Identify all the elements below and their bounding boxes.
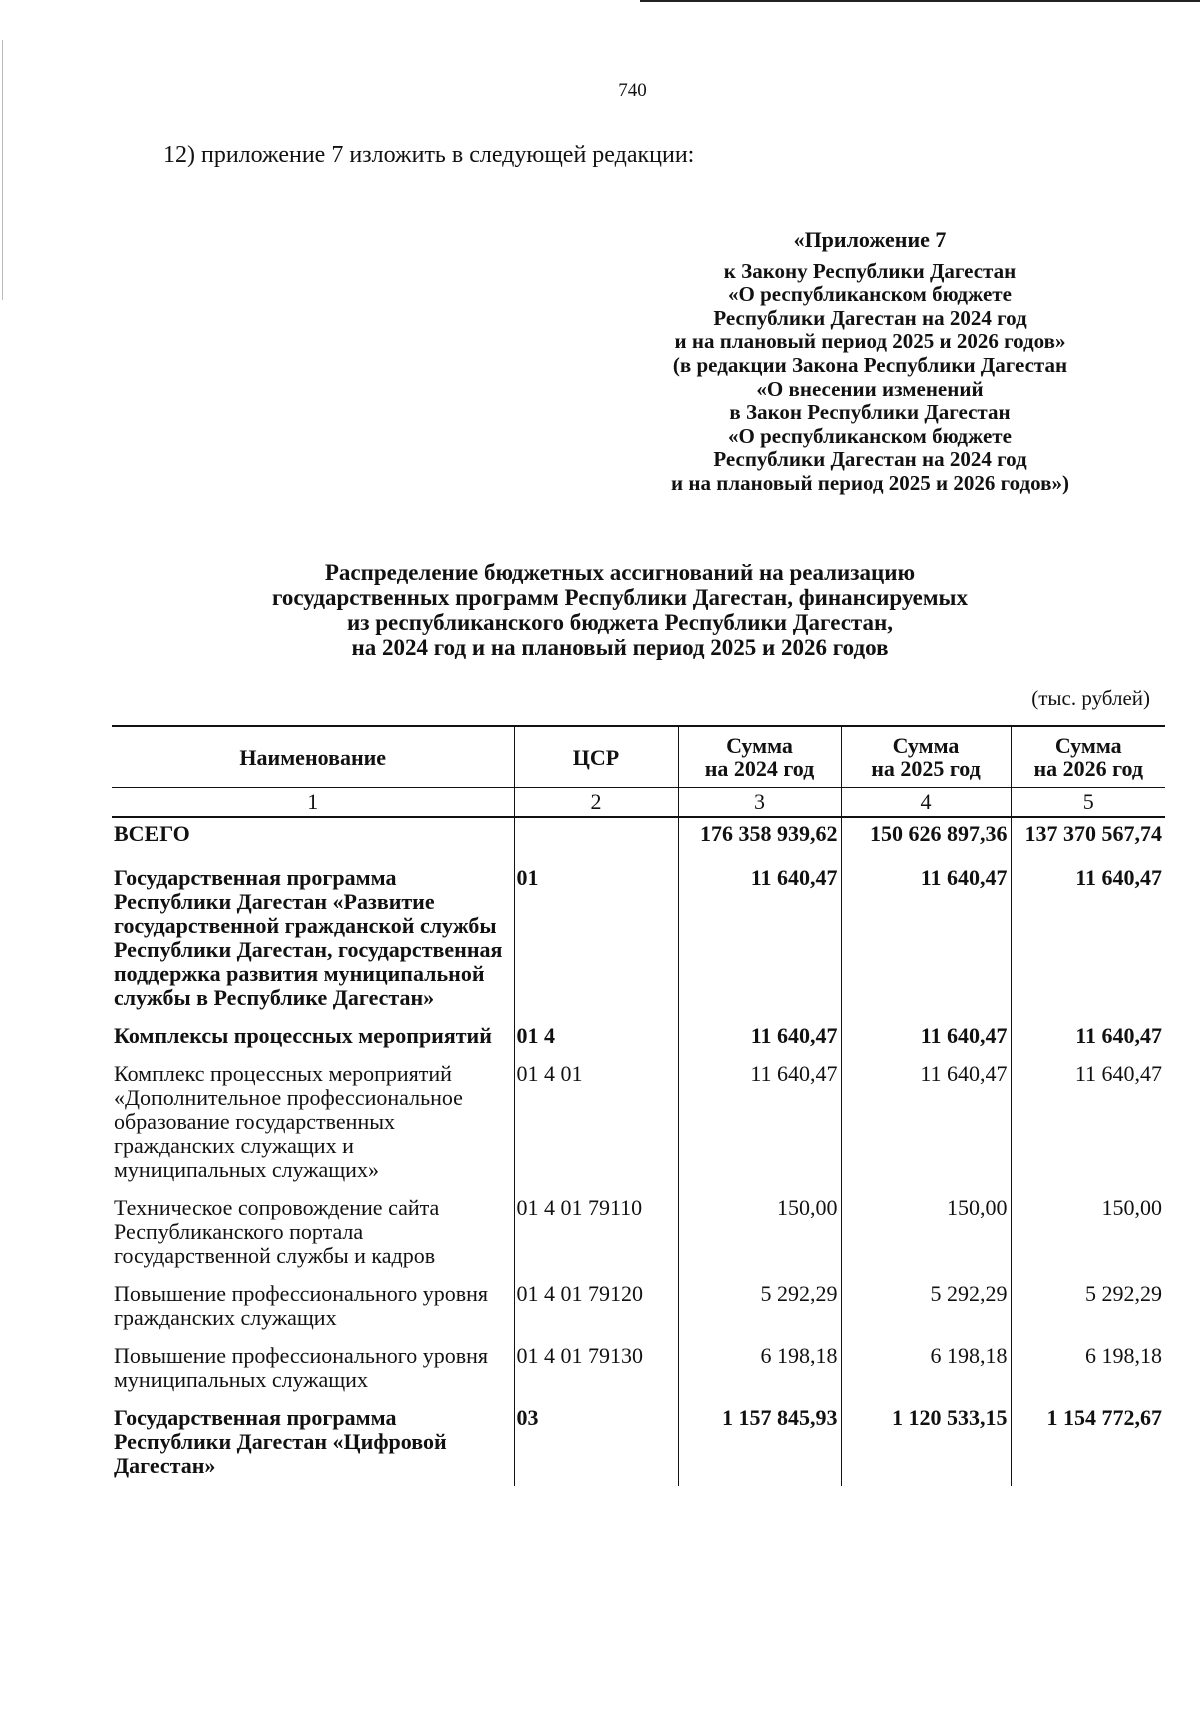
appendix-line: «О республиканском бюджете bbox=[728, 282, 1012, 307]
appendix-line: (в редакции Закона Республики Дагестан bbox=[672, 352, 1068, 377]
row-csr: 01 4 01 79120 bbox=[514, 1276, 678, 1338]
header-text: на 2024 год bbox=[704, 756, 815, 781]
appendix-line: к Закону Республики Дагестан bbox=[723, 258, 1017, 283]
row-csr: 01 4 01 79110 bbox=[514, 1190, 678, 1276]
appendix-header bbox=[620, 228, 1120, 496]
row-sum-2025: 1 120 533,15 bbox=[841, 1400, 1011, 1486]
row-name: Повышение профессионального уровня гражданских служащих bbox=[114, 1281, 488, 1330]
column-number-row bbox=[112, 788, 1165, 818]
row-sum-2025: 11 640,47 bbox=[841, 1018, 1011, 1056]
appendix-line: Республики Дагестан на 2024 год bbox=[713, 447, 1027, 472]
appendix-line: «О республиканском бюджете bbox=[728, 423, 1012, 448]
table-row bbox=[112, 1056, 1165, 1190]
row-name: Комплексы процессных мероприятий bbox=[114, 1023, 492, 1048]
header-csr: ЦСР bbox=[514, 726, 678, 788]
row-sum-2026: 137 370 567,74 bbox=[1011, 817, 1165, 860]
title-line: из республиканского бюджета Республики Дагестан, bbox=[347, 610, 893, 635]
row-name: ВСЕГО bbox=[114, 821, 190, 846]
header-sum-2025 bbox=[841, 726, 1011, 788]
intro-line: 12) приложение 7 изложить в следующей редакции: bbox=[163, 142, 695, 168]
title-line: государственных программ Республики Дагестан, финансируемых bbox=[272, 585, 968, 610]
table-header-row bbox=[112, 726, 1165, 788]
left-margin-rule bbox=[2, 40, 3, 300]
page-number: 740 bbox=[618, 80, 647, 101]
row-sum-2024: 11 640,47 bbox=[678, 1018, 841, 1056]
row-sum-2024: 1 157 845,93 bbox=[678, 1400, 841, 1486]
row-csr: 03 bbox=[514, 1400, 678, 1486]
header-text: на 2026 год bbox=[1033, 756, 1144, 781]
table-row bbox=[112, 1276, 1165, 1338]
top-rule bbox=[640, 0, 1200, 2]
header-sum-2026 bbox=[1011, 726, 1165, 788]
column-number: 3 bbox=[678, 788, 841, 818]
title-line: на 2024 год и на плановый период 2025 и 2026 годов bbox=[351, 635, 889, 660]
table-row bbox=[112, 1400, 1165, 1486]
document-title bbox=[170, 560, 1070, 660]
appendix-line: в Закон Республики Дагестан bbox=[729, 400, 1011, 425]
column-number: 4 bbox=[841, 788, 1011, 818]
row-sum-2025: 150 626 897,36 bbox=[841, 817, 1011, 860]
row-name: Комплекс процессных мероприятий «Дополнительное профессиональное образование государственных гражданских служащих и муниципальных служащих» bbox=[114, 1061, 463, 1182]
row-sum-2024: 11 640,47 bbox=[678, 860, 841, 1018]
table-row bbox=[112, 1018, 1165, 1056]
appendix-line: «О внесении изменений bbox=[756, 376, 984, 401]
row-name: Государственная программа Республики Дагестан «Цифровой Дагестан» bbox=[114, 1405, 447, 1478]
row-sum-2024: 5 292,29 bbox=[678, 1276, 841, 1338]
header-name: Наименование bbox=[112, 726, 514, 788]
appendix-line: и на плановый период 2025 и 2026 годов» bbox=[674, 329, 1066, 354]
row-sum-2025: 5 292,29 bbox=[841, 1276, 1011, 1338]
title-line: Распределение бюджетных ассигнований на реализацию bbox=[324, 560, 916, 585]
header-sum-2024 bbox=[678, 726, 841, 788]
appendix-title: «Приложение 7 bbox=[793, 227, 947, 252]
table-row bbox=[112, 1338, 1165, 1400]
row-sum-2026: 11 640,47 bbox=[1011, 1018, 1165, 1056]
row-name: Техническое сопровождение сайта Республиканского портала государственной службы и кадров bbox=[114, 1195, 440, 1268]
column-number: 5 bbox=[1011, 788, 1165, 818]
table-row bbox=[112, 860, 1165, 1018]
table-row bbox=[112, 1190, 1165, 1276]
row-name: Повышение профессионального уровня муниципальных служащих bbox=[114, 1343, 488, 1392]
appendix-line: и на плановый период 2025 и 2026 годов») bbox=[671, 470, 1069, 495]
row-sum-2024: 11 640,47 bbox=[678, 1056, 841, 1190]
table-row bbox=[112, 817, 1165, 860]
row-csr: 01 4 01 bbox=[514, 1056, 678, 1190]
row-csr: 01 4 bbox=[514, 1018, 678, 1056]
row-sum-2026: 5 292,29 bbox=[1011, 1276, 1165, 1338]
row-sum-2025: 11 640,47 bbox=[841, 1056, 1011, 1190]
row-sum-2026: 11 640,47 bbox=[1011, 860, 1165, 1018]
row-sum-2026: 11 640,47 bbox=[1011, 1056, 1165, 1190]
header-text: Сумма bbox=[1054, 733, 1122, 758]
row-sum-2025: 150,00 bbox=[841, 1190, 1011, 1276]
header-text: на 2025 год bbox=[871, 756, 981, 781]
row-sum-2026: 1 154 772,67 bbox=[1011, 1400, 1165, 1486]
row-sum-2026: 6 198,18 bbox=[1011, 1338, 1165, 1400]
row-sum-2026: 150,00 bbox=[1011, 1190, 1165, 1276]
row-csr: 01 4 01 79130 bbox=[514, 1338, 678, 1400]
column-number: 2 bbox=[514, 788, 678, 818]
row-sum-2025: 11 640,47 bbox=[841, 860, 1011, 1018]
header-text: Сумма bbox=[726, 733, 793, 758]
budget-table bbox=[112, 725, 1165, 1486]
header-text: Сумма bbox=[892, 733, 960, 758]
row-sum-2024: 176 358 939,62 bbox=[678, 817, 841, 860]
column-number: 1 bbox=[112, 788, 514, 818]
row-name: Государственная программа Республики Дагестан «Развитие государственной гражданской службы Республики Дагестан, государственная поддержка развития муниципальной службы в Республике Дагестан» bbox=[114, 865, 503, 1010]
appendix-line: Республики Дагестан на 2024 год bbox=[713, 305, 1027, 330]
row-sum-2025: 6 198,18 bbox=[841, 1338, 1011, 1400]
units-label: (тыс. рублей) bbox=[1031, 686, 1150, 710]
row-sum-2024: 6 198,18 bbox=[678, 1338, 841, 1400]
row-csr: 01 bbox=[514, 860, 678, 1018]
row-csr bbox=[514, 817, 678, 860]
row-sum-2024: 150,00 bbox=[678, 1190, 841, 1276]
